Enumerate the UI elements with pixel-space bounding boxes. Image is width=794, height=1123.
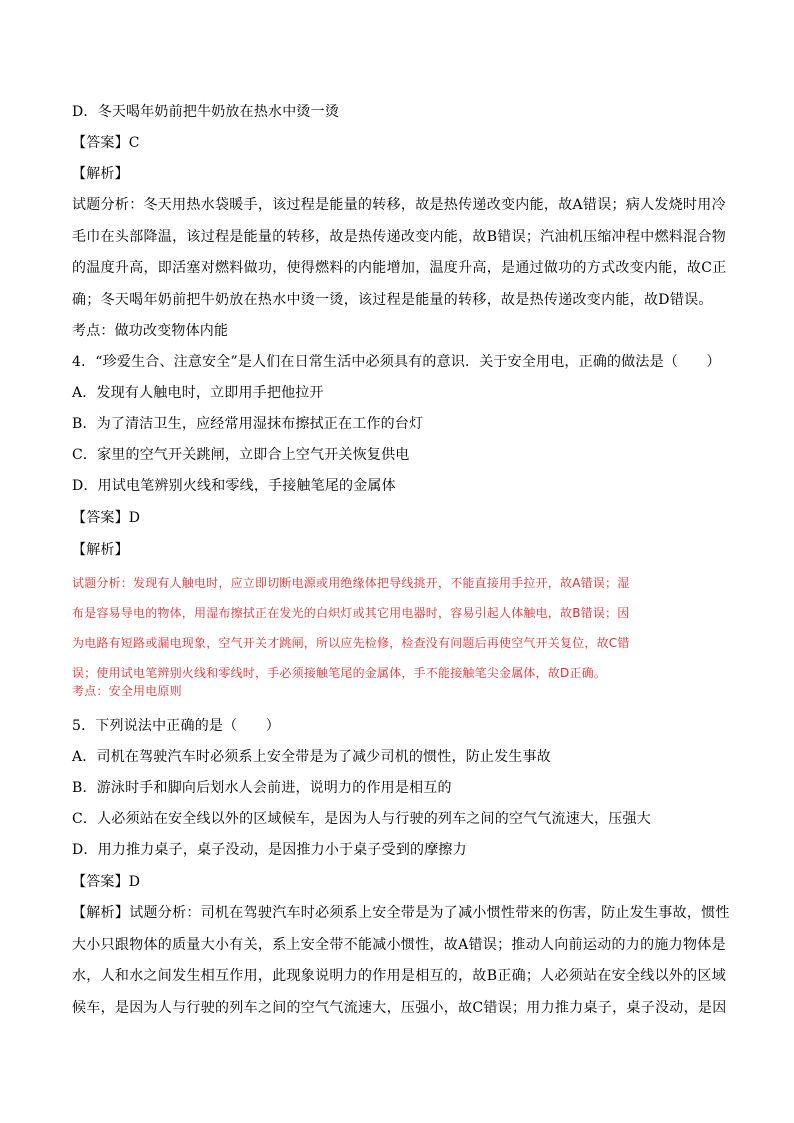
q5-analysis-line: 大小只跟物体的质量大小有关，系上安全带不能减小惯性，故A错误；推动人向前运动的力的施力物体是 [72, 936, 726, 953]
q4-analysis [72, 573, 722, 693]
q3-analysis-heading: 【解析】 [72, 166, 129, 182]
q4-analysis-line: 布是容易导电的物体，用湿布擦拭正在发光的白炽灯或其它用电器时，容易引起人体触电，故B错误；因 [72, 606, 630, 620]
q4-analysis-line: 误；使用试电笔辨别火线和零线时，手必须接触笔尾的金属体，手不能接触笔尖金属体，故D正确。 [72, 666, 607, 680]
q4-option-d: D．用试电笔辨别火线和零线，手接触笔尾的金属体 [72, 478, 396, 494]
q4-answer: 【答案】D [72, 510, 141, 526]
q3-analysis-line: 的温度升高，即活塞对燃料做功，使得燃料的内能增加，温度升高，是通过做功的方式改变内能，故C正 [72, 260, 727, 276]
q5-option-c: C．人必须站在安全线以外的区域候车，是因为人与行驶的列车之间的空气气流速大，压强大 [72, 811, 651, 827]
q4-analysis-heading: 【解析】 [72, 542, 129, 558]
q5-analysis-line: 水，人和水之间发生相互作用，此现象说明力的作用是相互的，故B正确；人必须站在安全线以外的区域 [72, 968, 727, 984]
q5-analysis-line: 候车，是因为人与行驶的列车之间的空气气流速大，压强小，故C错误；用力推力桌子，桌子没动，是因 [72, 999, 727, 1016]
q4-analysis-line: 为电路有短路或漏电现象，空气开关才跳闸，所以应先检修，检查没有问题后再使空气开关复位，故C错 [72, 636, 630, 650]
q4-analysis-line: 试题分析：发现有人触电时，应立即切断电源或用绝缘体把导线挑开，不能直接用手拉开，故A错误；湿 [72, 576, 630, 590]
q3-kaodian: 考点：做功改变物体内能 [72, 323, 229, 339]
q3-answer: 【答案】C [72, 135, 140, 151]
q3-analysis [72, 195, 727, 321]
q5-option-b: B．游泳时手和脚向后划水人会前进，说明力的作用是相互的 [72, 780, 452, 796]
q5-option-d: D．用力推力桌子，桌子没动，是因推力小于桌子受到的摩擦力 [72, 842, 467, 858]
q5-answer: 【答案】D [72, 874, 141, 890]
q5-analysis-line: 【解析】试题分析：司机在驾驶汽车时必须系上安全带是为了减小惯性带来的伤害，防止发生事故，惯性 [72, 905, 730, 921]
q3-analysis-line: 确；冬天喝年奶前把牛奶放在热水中烫一烫，该过程是能量的转移，故是热传递改变内能，故D错误。 [72, 291, 713, 308]
q5-stem: 5．下列说法中正确的是（ ） [72, 718, 280, 734]
q4-kaodian: 考点：安全用电原则 [72, 684, 182, 698]
q4-option-b: B．为了清洁卫生，应经常用湿抹布擦拭正在工作的台灯 [72, 416, 424, 432]
q3-analysis-line: 试题分析：冬天用热水袋暖手，该过程是能量的转移，故是热传递改变内能，故A错误；病人发烧时用冷 [72, 197, 726, 213]
q5-analysis [72, 903, 730, 1029]
q4-option-c: C．家里的空气开关跳闸，立即合上空气开关恢复供电 [72, 447, 410, 463]
q3-analysis-line: 毛巾在头部降温，该过程是能量的转移，故是热传递改变内能，故B错误；汽油机压缩冲程中燃料混合物 [72, 228, 727, 245]
q3-option-d: D．冬天喝年奶前把牛奶放在热水中烫一烫 [72, 104, 340, 120]
q4-stem: 4．“珍爱生合、注意安全”是人们在日常生活中必须具有的意识．关于安全用电，正确的做法是（ ） [72, 354, 721, 370]
q4-option-a: A．发现有人触电时，立即用手把他拉开 [72, 385, 324, 401]
q5-option-a: A．司机在驾驶汽车时必须系上安全带是为了减少司机的惯性，防止发生事故 [72, 749, 551, 765]
